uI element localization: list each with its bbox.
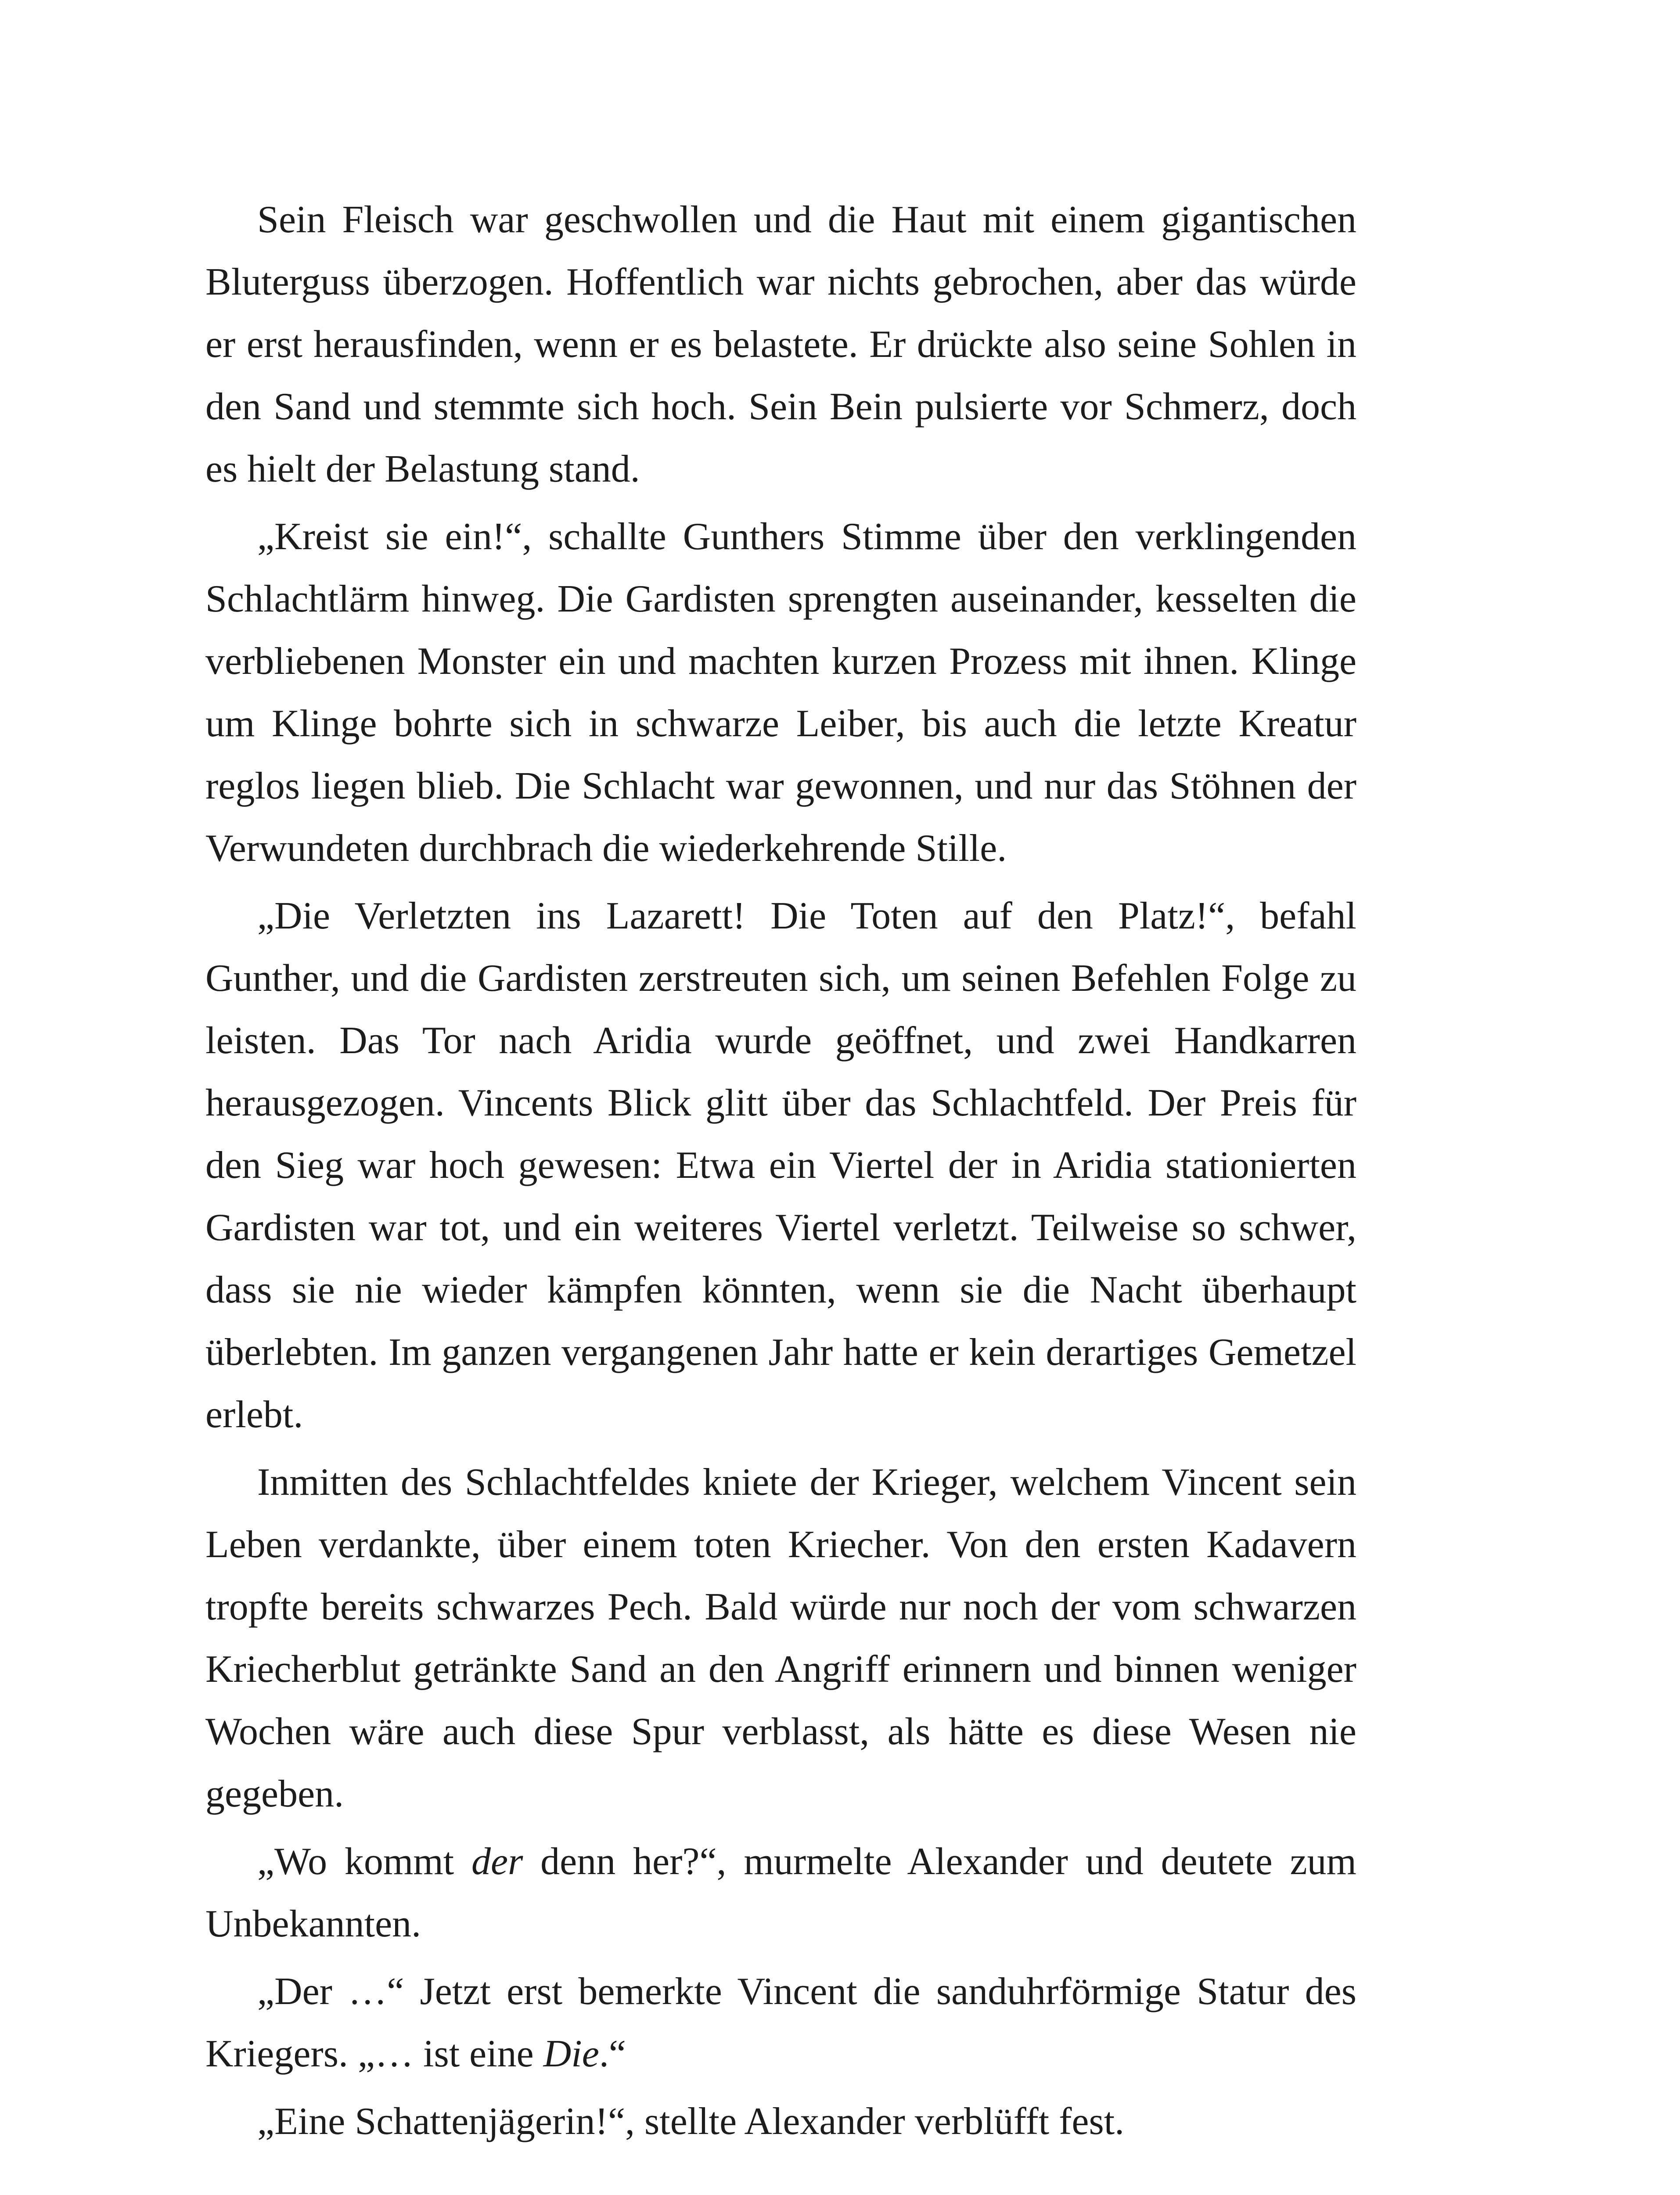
paragraph-5-text-a: „Wo kommt	[257, 1840, 472, 1883]
paragraph-5-text-b: denn her?“, murmelte Alexander und deutete zum Unbekannten.	[205, 1840, 1356, 1945]
paragraph-6	[205, 1961, 1356, 2085]
paragraph-4: Inmitten des Schlachtfeldes kniete der Krieger, welchem Vincent sein Leben verdankte, über einem toten Kriecher. Von den ersten Kadavern tropfte bereits schwarzes Pech. Bald würde nur noch der vom schwarzen Kriecherblut getränkte Sand an den Angriff erinnern und binnen weniger Wochen wäre auch diese Spur verblasst, als hätte es diese Wesen nie gegeben.	[205, 1461, 1356, 1815]
paragraph-3: „Die Verletzten ins Lazarett! Die Toten auf den Platz!“, befahl Gunther, und die Gardisten zerstreuten sich, um seinen Befehlen Folge zu leisten. Das Tor nach Aridia wurde geöffnet, und zwei Handkarren herausgezogen. Vincents Blick glitt über das Schlachtfeld. Der Preis für den Sieg war hoch gewesen: Etwa ein Viertel der in Aridia stationierten Gardisten war tot, und ein weiteres Viertel verletzt. Teilweise so schwer, dass sie nie wieder kämpfen könnten, wenn sie die Nacht überhaupt überlebten. Im ganzen vergangenen Jahr hatte er kein derartiges Gemetzel erlebt.	[205, 895, 1356, 1436]
paragraph-7: „Eine Schattenjägerin!“, stellte Alexander verblüfft fest.	[257, 2100, 1125, 2143]
paragraph-6-text-a: „Der …“ Jetzt erst bemerkte Vincent die sanduhrförmige Statur des Kriegers. „… ist eine	[205, 1970, 1356, 2075]
paragraph-6-italic: Die	[543, 2033, 599, 2075]
paragraph-6-text-b: .“	[599, 2033, 626, 2075]
paragraph-1: Sein Fleisch war geschwollen und die Haut mit einem gigantischen Bluterguss überzogen. Hoffentlich war nichts gebrochen, aber das würde er erst herausfinden, wenn er es belastete. Er drückte also seine Sohlen in den Sand und stemmte sich hoch. Sein Bein pulsierte vor Schmerz, doch es hielt der Belastung stand.	[205, 198, 1356, 490]
body-text	[205, 189, 1356, 2153]
paragraph-2: „Kreist sie ein!“, schallte Gunthers Stimme über den verklingenden Schlachtlärm hinweg. Die Gardisten sprengten auseinander, kesselten die verbliebenen Monster ein und machten kurzen Prozess mit ihnen. Klinge um Klinge bohrte sich in schwarze Leiber, bis auch die letzte Kreatur reglos liegen blieb. Die Schlacht war gewonnen, und nur das Stöhnen der Verwundeten durchbrach die wiederkehrende Stille.	[205, 515, 1356, 870]
paragraph-5-italic: der	[471, 1840, 523, 1883]
paragraph-5	[205, 1831, 1356, 1955]
